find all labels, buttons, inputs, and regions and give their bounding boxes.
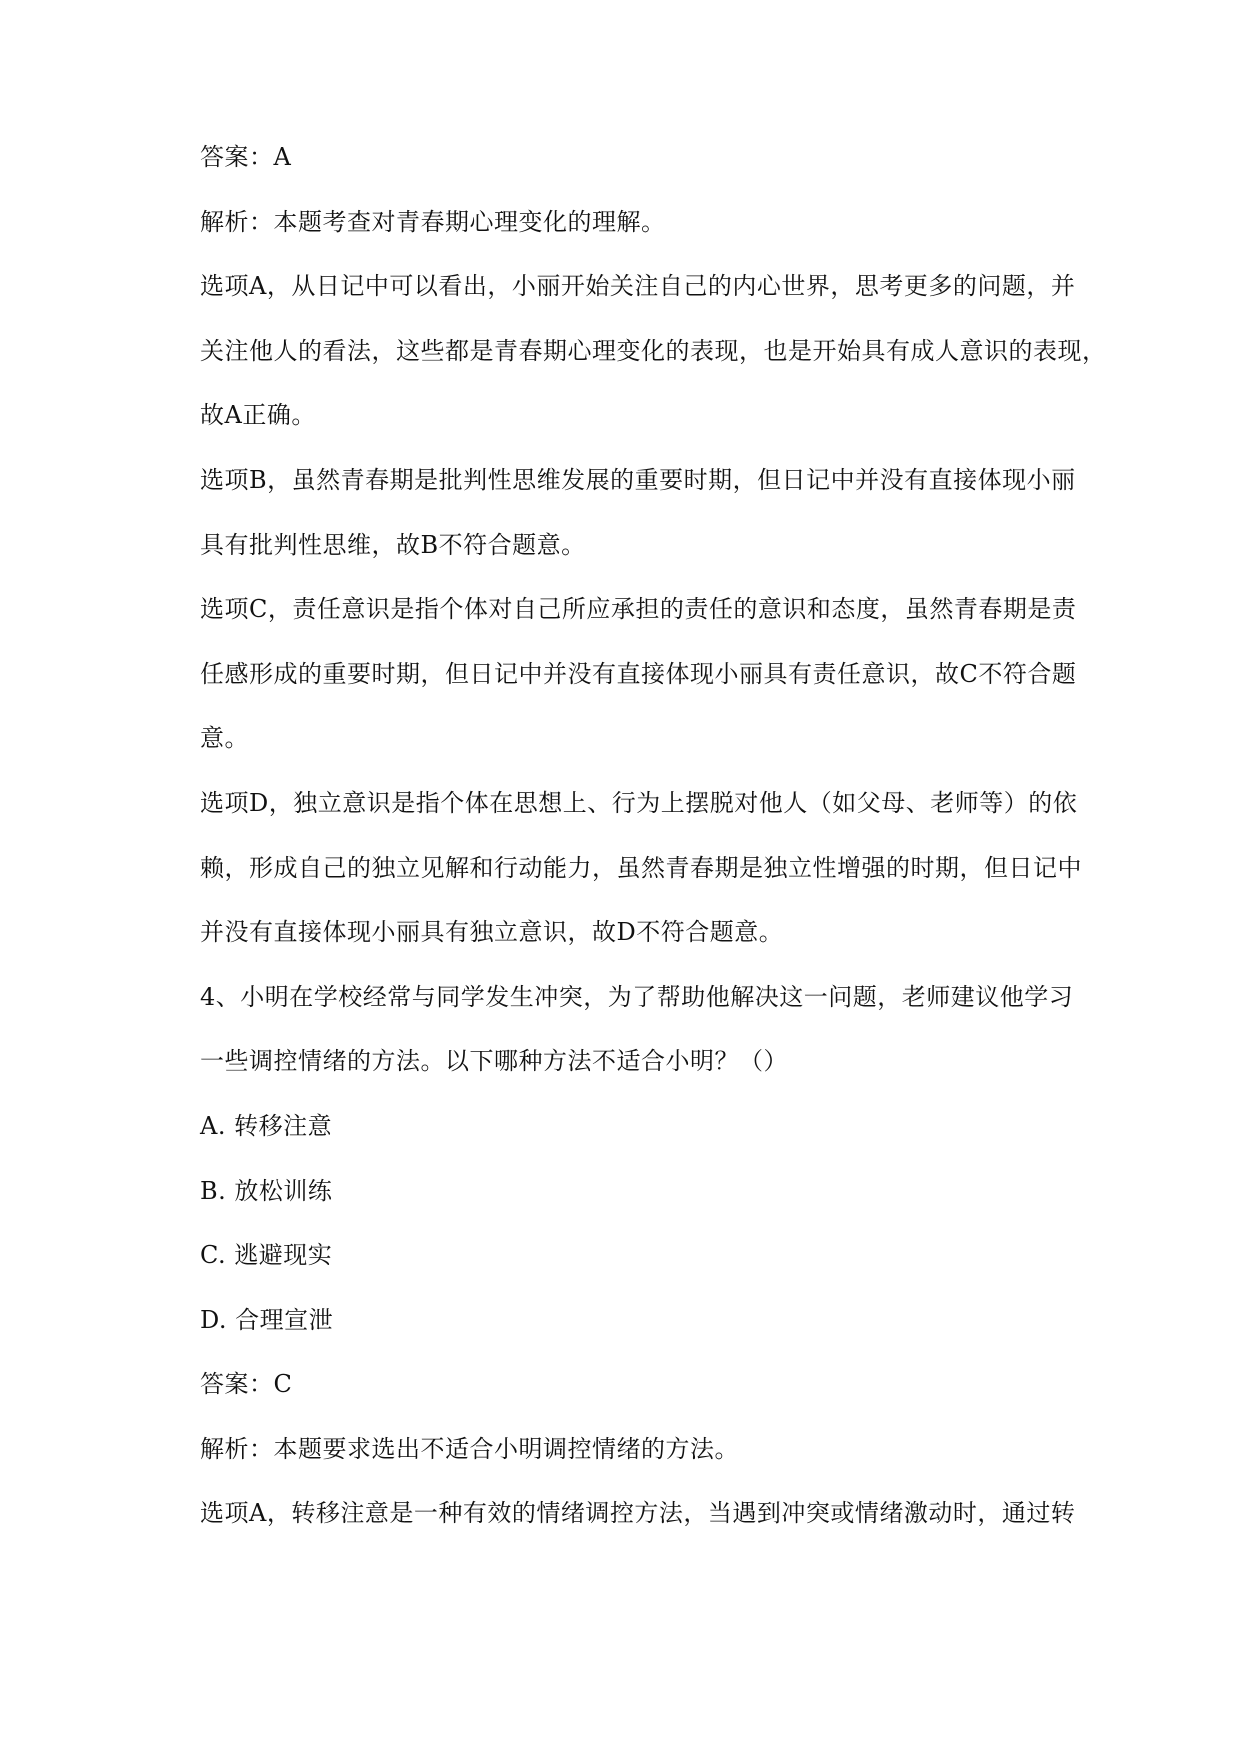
option-a-explanation-line-2: 关注他人的看法，这些都是青春期心理变化的表现，也是开始具有成人意识的表现， (200, 336, 1107, 365)
choice-d: D. 合理宣泄 (200, 1305, 334, 1334)
option-c-explanation-line-1: 选项C，责任意识是指个体对自己所应承担的责任的意识和态度，虽然青春期是责 (200, 595, 1077, 624)
option-d-explanation-line-3: 并没有直接体现小丽具有独立意识，故D不符合题意。 (200, 918, 784, 947)
option-a-explanation-line-1: 选项A，从日记中可以看出，小丽开始关注自己的内心世界，思考更多的问题，并 (200, 272, 1076, 301)
choice-a: A. 转移注意 (200, 1111, 333, 1140)
question-4-line-2: 一些调控情绪的方法。以下哪种方法不适合小明？（） (200, 1047, 788, 1076)
answer-line-2: 答案：C (200, 1370, 293, 1399)
choice-c: C. 逃避现实 (200, 1241, 333, 1270)
option-d-explanation-line-1: 选项D，独立意识是指个体在思想上、行为上摆脱对他人（如父母、老师等）的依 (200, 788, 1078, 817)
option-b-explanation-line-2: 具有批判性思维，故B不符合题意。 (200, 530, 586, 559)
option-b-explanation-line-1: 选项B，虽然青春期是批判性思维发展的重要时期，但日记中并没有直接体现小丽 (200, 465, 1076, 494)
option-c-explanation-line-3: 意。 (200, 724, 249, 753)
option-d-explanation-line-2: 赖，形成自己的独立见解和行动能力，虽然青春期是独立性增强的时期，但日记中 (200, 853, 1082, 882)
option-a-explanation-line-4: 选项A，转移注意是一种有效的情绪调控方法，当遇到冲突或情绪激动时，通过转 (200, 1499, 1076, 1528)
analysis-line: 解析：本题考查对青春期心理变化的理解。 (200, 207, 666, 236)
document-page (200, 140, 1107, 1561)
question-4-line-1: 4、小明在学校经常与同学发生冲突，为了帮助他解决这一问题，老师建议他学习 (200, 982, 1074, 1011)
option-a-explanation-line-3: 故A正确。 (200, 401, 316, 430)
option-c-explanation-line-2: 任感形成的重要时期，但日记中并没有直接体现小丽具有责任意识，故C不符合题 (200, 659, 1077, 688)
analysis-line-2: 解析：本题要求选出不适合小明调控情绪的方法。 (200, 1434, 739, 1463)
choice-b: B. 放松训练 (200, 1176, 333, 1205)
answer-line: 答案：A (200, 143, 292, 171)
